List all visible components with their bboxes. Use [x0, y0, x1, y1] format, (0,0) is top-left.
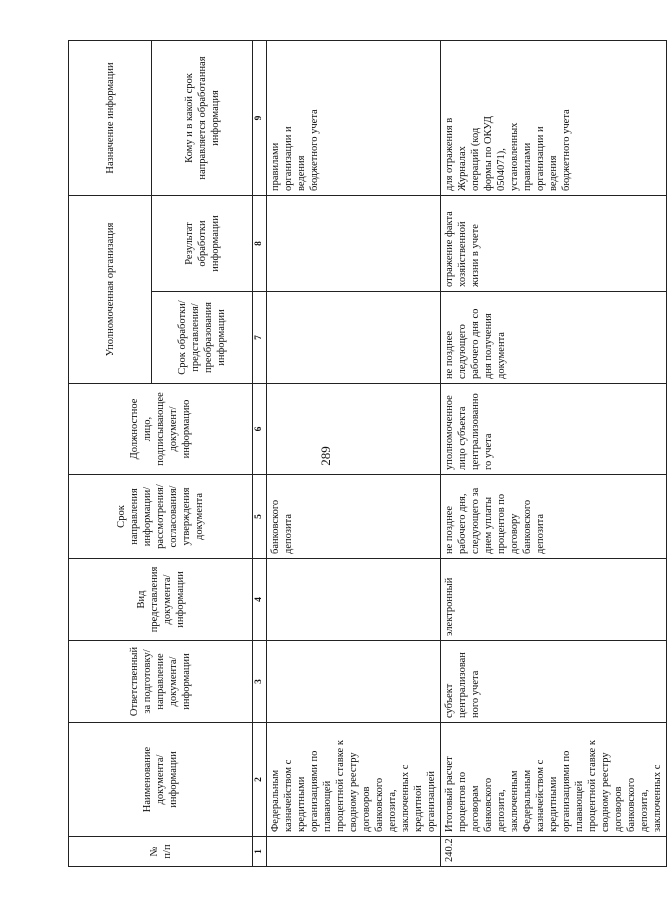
column-number: 1 — [253, 837, 267, 867]
header-authorized-org: Уполномоченная организация — [69, 196, 152, 384]
header-responsible: Ответственный за подготовку/ направление документа/ информации — [69, 641, 253, 723]
cell-proc-result: отражение факта хозяйственной жизни в учете — [441, 196, 667, 292]
cell-proc-deadline: не позднее следующего рабочего дня со дня получения документа — [441, 292, 667, 384]
cell-official — [267, 384, 441, 475]
cell-num: 240.2 — [441, 837, 667, 867]
column-number: 9 — [253, 41, 267, 196]
cell-name: Федеральным казначейством с кредитными организациями по плавающей процентной ставке к сводному реестру договоров банковского депозита, заключенных с кредитной организацией — [267, 723, 441, 837]
header-form: Вид представления документа/ информации — [69, 559, 253, 641]
column-number: 4 — [253, 559, 267, 641]
cell-proc-result — [267, 196, 441, 292]
column-number: 5 — [253, 475, 267, 559]
column-number: 6 — [253, 384, 267, 475]
cell-form — [267, 559, 441, 641]
column-number: 3 — [253, 641, 267, 723]
cell-deadline: банковского депозита — [267, 475, 441, 559]
rotated-table-container — [68, 41, 663, 867]
cell-recipient: правилами организации и ведения бюджетного учета — [267, 41, 441, 196]
cell-deadline: не позднее рабочего дня, следующего за днем уплаты процентов по договору банковского депозита — [441, 475, 667, 559]
column-number: 7 — [253, 292, 267, 384]
cell-num — [267, 837, 441, 867]
cell-name: Итоговый расчет процентов по договорам банковского депозита, заключенным Федеральным казначейством с кредитными организациями по плавающей процентной ставке к сводному реестру договоров банковского депозита, заключенных с — [441, 723, 667, 837]
cell-proc-deadline — [267, 292, 441, 384]
header-purpose: Назначение информации — [69, 41, 152, 196]
cell-official: уполномоченное лицо субъекта централизованно го учета — [441, 384, 667, 475]
cell-recipient: для отражения в Журналах операций (код формы по ОКУД 0504071), установленных правилами организации и ведения бюджетного учета — [441, 41, 667, 196]
table-row — [441, 41, 667, 867]
document-table — [68, 40, 667, 867]
header-num: № п/п — [69, 837, 253, 867]
cell-responsible: субъект централизован ного учета — [441, 641, 667, 723]
column-number: 8 — [253, 196, 267, 292]
column-number: 2 — [253, 723, 267, 837]
header-proc-deadline: Срок обработки/ представления/ преобразования информации — [152, 292, 253, 384]
header-deadline: Срок направления информации/ рассмотрения/ согласования/ утверждения документа — [69, 475, 253, 559]
header-recipient: Кому и в какой срок направляется обработанная информация — [152, 41, 253, 196]
header-proc-result: Результат обработки информации — [152, 196, 253, 292]
header-name: Наименование документа/ информации — [69, 723, 253, 837]
cell-responsible — [267, 641, 441, 723]
table-row — [267, 41, 441, 867]
header-official: Должностное лицо, подписывающее документ/ информацию — [69, 384, 253, 475]
page-number: 289 — [317, 446, 333, 466]
cell-form: электронный — [441, 559, 667, 641]
